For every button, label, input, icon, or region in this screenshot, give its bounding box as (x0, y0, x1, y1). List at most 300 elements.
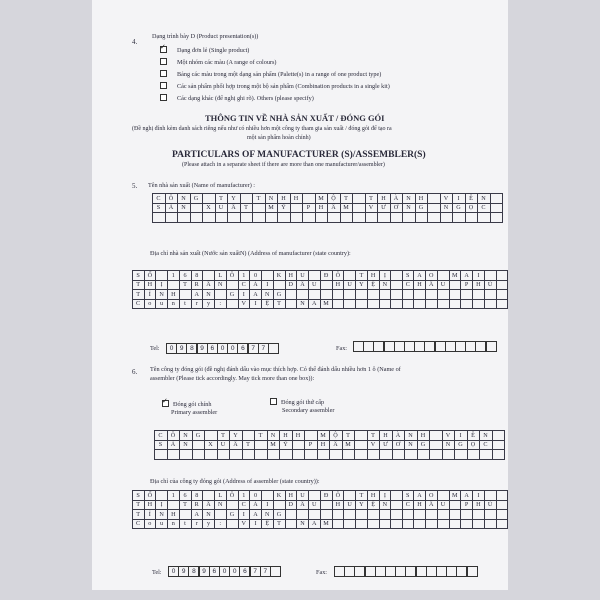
grid-cell[interactable]: M (317, 431, 330, 441)
grid-cell[interactable]: G (273, 290, 285, 300)
grid-cell[interactable] (167, 450, 180, 460)
grid-cell[interactable]: C (155, 431, 168, 441)
grid-cell[interactable]: I (250, 299, 262, 309)
grid-cell[interactable]: C (478, 203, 491, 213)
grid-cell[interactable] (215, 290, 227, 300)
grid-cell[interactable] (378, 213, 391, 223)
grid-cell[interactable] (414, 290, 426, 300)
grid-cell[interactable] (417, 450, 430, 460)
grid-cell[interactable] (465, 213, 478, 223)
grid-cell[interactable] (217, 450, 230, 460)
grid-cell[interactable]: C (153, 194, 166, 204)
grid-cell[interactable]: U (309, 500, 321, 510)
grid-cell[interactable]: R (191, 500, 203, 510)
grid-cell[interactable] (449, 500, 461, 510)
grid-cell[interactable]: I (238, 290, 250, 300)
grid-cell[interactable]: À (390, 194, 403, 204)
grid-cell[interactable] (340, 213, 353, 223)
grid-cell[interactable]: H (144, 280, 156, 290)
grid-cell[interactable]: Ô (167, 431, 180, 441)
digit-cell[interactable]: 8 (188, 566, 199, 577)
presentation-option[interactable] (160, 46, 249, 54)
digit-cell[interactable]: 0 (219, 566, 230, 577)
grid-cell[interactable]: Ô (332, 271, 344, 281)
grid-cell[interactable]: H (332, 280, 344, 290)
grid-cell[interactable]: N (262, 290, 274, 300)
grid-cell[interactable] (437, 290, 449, 300)
grid-cell[interactable]: A (250, 290, 262, 300)
grid-cell[interactable]: Ị (379, 491, 391, 501)
grid-cell[interactable]: Ê (465, 194, 478, 204)
grid-cell[interactable]: Y (356, 500, 368, 510)
grid-cell[interactable] (402, 510, 414, 520)
grid-cell[interactable] (356, 519, 368, 529)
grid-cell[interactable]: T (240, 203, 253, 213)
grid-cell[interactable] (403, 213, 416, 223)
grid-cell[interactable] (492, 450, 505, 460)
grid-cell[interactable] (309, 491, 321, 501)
grid-cell[interactable] (496, 491, 507, 501)
grid-cell[interactable] (449, 280, 461, 290)
assembler-tel-field[interactable] (168, 566, 280, 577)
grid-cell[interactable] (203, 271, 215, 281)
grid-cell[interactable]: o (144, 519, 156, 529)
grid-cell[interactable]: U (437, 500, 449, 510)
grid-cell[interactable]: K (273, 491, 285, 501)
grid-cell[interactable] (292, 450, 305, 460)
grid-cell[interactable]: t (179, 299, 191, 309)
grid-cell[interactable]: Ộ (330, 431, 343, 441)
grid-cell[interactable]: N (297, 299, 309, 309)
grid-cell[interactable]: P (461, 280, 473, 290)
grid-cell[interactable] (344, 299, 356, 309)
grid-cell[interactable]: Ố (144, 271, 156, 281)
grid-cell[interactable] (344, 290, 356, 300)
grid-cell[interactable] (478, 213, 491, 223)
grid-cell[interactable] (455, 450, 468, 460)
grid-cell[interactable]: N (405, 440, 418, 450)
grid-cell[interactable]: H (290, 194, 303, 204)
grid-cell[interactable] (320, 500, 332, 510)
grid-cell[interactable]: C (238, 280, 250, 290)
grid-cell[interactable] (473, 299, 485, 309)
grid-cell[interactable]: 6 (179, 271, 191, 281)
grid-cell[interactable]: C (402, 500, 414, 510)
grid-cell[interactable]: 1 (238, 271, 250, 281)
grid-cell[interactable]: n (168, 299, 180, 309)
grid-cell[interactable]: Ị (379, 271, 391, 281)
grid-cell[interactable] (356, 290, 368, 300)
grid-cell[interactable] (415, 213, 428, 223)
grid-cell[interactable]: H (473, 500, 485, 510)
grid-cell[interactable] (484, 299, 496, 309)
grid-cell[interactable] (178, 213, 191, 223)
grid-cell[interactable]: V (238, 519, 250, 529)
grid-cell[interactable] (226, 299, 238, 309)
grid-cell[interactable]: T (133, 280, 145, 290)
grid-cell[interactable]: t (179, 519, 191, 529)
grid-cell[interactable] (344, 519, 356, 529)
option-checkbox[interactable] (160, 46, 167, 53)
grid-cell[interactable] (365, 213, 378, 223)
grid-cell[interactable]: Ỉ (144, 290, 156, 300)
grid-cell[interactable]: 1 (168, 491, 180, 501)
grid-cell[interactable] (240, 194, 253, 204)
grid-cell[interactable]: Ơ (392, 440, 405, 450)
grid-cell[interactable] (356, 299, 368, 309)
grid-cell[interactable] (180, 450, 193, 460)
grid-cell[interactable]: N (156, 510, 168, 520)
grid-cell[interactable] (484, 491, 496, 501)
grid-cell[interactable]: U (297, 271, 309, 281)
grid-cell[interactable]: y (203, 299, 215, 309)
grid-cell[interactable]: 0 (250, 491, 262, 501)
grid-cell[interactable]: N (265, 194, 278, 204)
grid-cell[interactable] (496, 280, 507, 290)
grid-cell[interactable] (156, 491, 168, 501)
grid-cell[interactable]: Ộ (328, 194, 341, 204)
grid-cell[interactable] (240, 213, 253, 223)
grid-cell[interactable] (496, 500, 507, 510)
grid-cell[interactable]: Ú (484, 280, 496, 290)
grid-cell[interactable] (179, 290, 191, 300)
grid-cell[interactable]: A (414, 491, 426, 501)
option-checkbox[interactable] (160, 82, 167, 89)
grid-cell[interactable] (402, 290, 414, 300)
grid-cell[interactable]: H (415, 194, 428, 204)
grid-cell[interactable]: T (253, 194, 266, 204)
grid-cell[interactable]: Ị (156, 500, 168, 510)
digit-cell[interactable]: 6 (209, 566, 220, 577)
grid-cell[interactable] (253, 203, 266, 213)
grid-cell[interactable] (437, 299, 449, 309)
grid-cell[interactable] (449, 519, 461, 529)
grid-cell[interactable] (355, 431, 368, 441)
grid-cell[interactable] (265, 213, 278, 223)
grid-cell[interactable] (292, 440, 305, 450)
grid-cell[interactable]: V (365, 203, 378, 213)
option-checkbox[interactable] (160, 58, 167, 65)
grid-cell[interactable]: M (315, 194, 328, 204)
grid-cell[interactable]: N (178, 203, 191, 213)
grid-cell[interactable] (473, 519, 485, 529)
grid-cell[interactable] (226, 280, 238, 290)
grid-cell[interactable] (484, 271, 496, 281)
digit-cell[interactable]: 6 (237, 343, 248, 354)
digit-cell[interactable]: 9 (197, 343, 208, 354)
grid-cell[interactable] (391, 280, 402, 290)
grid-cell[interactable] (262, 271, 274, 281)
grid-cell[interactable]: Ấ (228, 203, 241, 213)
grid-cell[interactable] (155, 450, 168, 460)
grid-cell[interactable] (449, 290, 461, 300)
assembler-fax-field[interactable] (334, 566, 477, 577)
grid-cell[interactable]: I (262, 500, 274, 510)
grid-cell[interactable]: H (168, 290, 180, 300)
digit-cell[interactable]: 9 (176, 343, 187, 354)
grid-cell[interactable]: T (133, 290, 145, 300)
grid-cell[interactable] (303, 213, 316, 223)
grid-cell[interactable] (392, 450, 405, 460)
grid-cell[interactable]: Ả (167, 440, 180, 450)
grid-cell[interactable] (285, 519, 297, 529)
digit-cell[interactable]: 0 (217, 343, 228, 354)
grid-cell[interactable]: G (273, 510, 285, 520)
grid-cell[interactable] (285, 290, 297, 300)
grid-cell[interactable] (153, 213, 166, 223)
grid-cell[interactable] (480, 450, 493, 460)
digit-cell[interactable]: 9 (199, 566, 210, 577)
grid-cell[interactable]: Ấ (230, 440, 243, 450)
grid-cell[interactable] (305, 450, 318, 460)
grid-cell[interactable] (242, 431, 255, 441)
grid-cell[interactable] (461, 510, 473, 520)
grid-cell[interactable] (278, 213, 291, 223)
grid-cell[interactable] (461, 299, 473, 309)
grid-cell[interactable]: M (320, 299, 332, 309)
grid-cell[interactable]: 1 (238, 491, 250, 501)
grid-cell[interactable]: 0 (250, 271, 262, 281)
grid-cell[interactable]: A (414, 271, 426, 281)
grid-cell[interactable]: u (156, 299, 168, 309)
grid-cell[interactable]: H (414, 500, 426, 510)
grid-cell[interactable] (490, 203, 503, 213)
grid-cell[interactable]: Ọ (465, 203, 478, 213)
grid-cell[interactable] (267, 450, 280, 460)
grid-cell[interactable]: G (192, 431, 205, 441)
grid-cell[interactable] (391, 491, 402, 501)
digit-cell[interactable] (486, 341, 497, 352)
grid-cell[interactable]: X (203, 203, 216, 213)
digit-cell[interactable]: 7 (260, 566, 271, 577)
grid-cell[interactable] (402, 299, 414, 309)
grid-cell[interactable]: Ỹ (280, 440, 293, 450)
grid-cell[interactable]: V (442, 431, 455, 441)
grid-cell[interactable] (496, 299, 507, 309)
grid-cell[interactable]: H (332, 500, 344, 510)
option-checkbox[interactable] (160, 70, 167, 77)
grid-cell[interactable]: 6 (179, 491, 191, 501)
grid-cell[interactable] (190, 213, 203, 223)
grid-cell[interactable] (428, 194, 441, 204)
grid-cell[interactable]: N (405, 431, 418, 441)
grid-cell[interactable]: M (267, 440, 280, 450)
grid-cell[interactable]: N (178, 194, 191, 204)
grid-cell[interactable]: V (440, 194, 453, 204)
grid-cell[interactable] (492, 431, 505, 441)
grid-cell[interactable] (492, 440, 505, 450)
grid-cell[interactable]: N (403, 203, 416, 213)
grid-cell[interactable]: N (379, 280, 391, 290)
grid-cell[interactable]: M (265, 203, 278, 213)
grid-cell[interactable] (496, 510, 507, 520)
grid-cell[interactable] (390, 213, 403, 223)
grid-cell[interactable]: I (453, 194, 466, 204)
grid-cell[interactable] (332, 290, 344, 300)
grid-cell[interactable] (205, 431, 218, 441)
grid-cell[interactable] (426, 290, 438, 300)
grid-cell[interactable] (405, 450, 418, 460)
grid-cell[interactable]: Ẩ (330, 440, 343, 450)
grid-cell[interactable] (428, 203, 441, 213)
grid-cell[interactable]: Ô (226, 491, 238, 501)
grid-cell[interactable]: S (153, 203, 166, 213)
grid-cell[interactable] (303, 194, 316, 204)
grid-cell[interactable] (484, 519, 496, 529)
grid-cell[interactable]: U (344, 280, 356, 290)
grid-cell[interactable] (430, 440, 443, 450)
grid-cell[interactable] (367, 450, 380, 460)
grid-cell[interactable] (440, 213, 453, 223)
grid-cell[interactable] (391, 510, 402, 520)
grid-cell[interactable]: N (203, 290, 215, 300)
grid-cell[interactable] (426, 299, 438, 309)
grid-cell[interactable]: Ầ (297, 280, 309, 290)
grid-cell[interactable]: N (442, 440, 455, 450)
grid-cell[interactable]: Ô (165, 194, 178, 204)
grid-cell[interactable] (255, 450, 268, 460)
manufacturer-name-grid[interactable] (152, 193, 503, 223)
grid-cell[interactable]: A (191, 510, 203, 520)
grid-cell[interactable] (230, 450, 243, 460)
grid-cell[interactable]: A (461, 491, 473, 501)
grid-cell[interactable]: y (203, 519, 215, 529)
grid-cell[interactable]: T (255, 431, 268, 441)
grid-cell[interactable]: T (217, 431, 230, 441)
grid-cell[interactable] (496, 519, 507, 529)
grid-cell[interactable]: Đ (320, 271, 332, 281)
grid-cell[interactable] (290, 203, 303, 213)
grid-cell[interactable] (414, 299, 426, 309)
grid-cell[interactable] (192, 450, 205, 460)
grid-cell[interactable] (344, 510, 356, 520)
grid-cell[interactable] (317, 450, 330, 460)
grid-cell[interactable]: N (203, 510, 215, 520)
grid-cell[interactable]: N (215, 280, 227, 290)
grid-cell[interactable] (290, 213, 303, 223)
grid-cell[interactable] (379, 519, 391, 529)
grid-cell[interactable] (461, 519, 473, 529)
grid-cell[interactable] (367, 510, 379, 520)
option-checkbox[interactable] (160, 94, 167, 101)
grid-cell[interactable]: Ỉ (144, 510, 156, 520)
grid-cell[interactable] (414, 510, 426, 520)
grid-cell[interactable]: Ệ (262, 299, 274, 309)
grid-cell[interactable]: I (262, 280, 274, 290)
grid-cell[interactable]: H (417, 431, 430, 441)
digit-cell[interactable]: 6 (239, 566, 250, 577)
grid-cell[interactable] (467, 450, 480, 460)
grid-cell[interactable]: L (215, 491, 227, 501)
grid-cell[interactable] (414, 519, 426, 529)
grid-cell[interactable]: Ê (467, 431, 480, 441)
grid-cell[interactable]: G (226, 510, 238, 520)
grid-cell[interactable]: T (273, 519, 285, 529)
grid-cell[interactable]: N (379, 500, 391, 510)
grid-cell[interactable]: H (367, 491, 379, 501)
grid-cell[interactable] (461, 290, 473, 300)
grid-cell[interactable]: G (455, 440, 468, 450)
grid-cell[interactable]: Ệ (262, 519, 274, 529)
grid-cell[interactable] (426, 510, 438, 520)
primary-assembler-option[interactable] (162, 400, 212, 408)
grid-cell[interactable]: G (415, 203, 428, 213)
grid-cell[interactable]: n (168, 519, 180, 529)
grid-cell[interactable] (367, 290, 379, 300)
grid-cell[interactable]: U (437, 280, 449, 290)
grid-cell[interactable]: H (285, 491, 297, 501)
grid-cell[interactable]: Ư (380, 440, 393, 450)
grid-cell[interactable]: M (340, 203, 353, 213)
grid-cell[interactable]: T (215, 194, 228, 204)
grid-cell[interactable] (437, 271, 449, 281)
grid-cell[interactable]: P (461, 500, 473, 510)
grid-cell[interactable] (273, 280, 285, 290)
grid-cell[interactable]: H (367, 271, 379, 281)
grid-cell[interactable]: N (403, 194, 416, 204)
grid-cell[interactable]: C (402, 280, 414, 290)
grid-cell[interactable]: Ệ (367, 280, 379, 290)
grid-cell[interactable]: T (340, 194, 353, 204)
presentation-option[interactable] (160, 94, 314, 102)
grid-cell[interactable] (391, 299, 402, 309)
grid-cell[interactable]: Ị (156, 280, 168, 290)
grid-cell[interactable]: N (180, 440, 193, 450)
grid-cell[interactable]: H (414, 280, 426, 290)
digit-cell[interactable]: 8 (186, 343, 197, 354)
grid-cell[interactable]: N (156, 290, 168, 300)
grid-cell[interactable]: M (449, 271, 461, 281)
secondary-assembler-checkbox[interactable] (270, 398, 277, 405)
grid-cell[interactable]: Ơ (390, 203, 403, 213)
grid-cell[interactable]: r (191, 519, 203, 529)
grid-cell[interactable] (344, 271, 356, 281)
grid-cell[interactable]: À (392, 431, 405, 441)
grid-cell[interactable]: I (250, 519, 262, 529)
grid-cell[interactable]: P (303, 203, 316, 213)
grid-cell[interactable]: 1 (168, 271, 180, 281)
grid-cell[interactable] (262, 491, 274, 501)
grid-cell[interactable] (285, 510, 297, 520)
grid-cell[interactable]: V (367, 440, 380, 450)
grid-cell[interactable] (156, 271, 168, 281)
grid-cell[interactable] (165, 213, 178, 223)
digit-cell[interactable]: 7 (258, 343, 269, 354)
grid-cell[interactable]: N (478, 194, 491, 204)
grid-cell[interactable] (168, 280, 180, 290)
grid-cell[interactable]: T (365, 194, 378, 204)
grid-cell[interactable] (215, 510, 227, 520)
grid-cell[interactable] (484, 510, 496, 520)
grid-cell[interactable]: H (280, 431, 293, 441)
grid-cell[interactable] (379, 299, 391, 309)
grid-cell[interactable]: Â (426, 280, 438, 290)
grid-cell[interactable]: Ấ (203, 500, 215, 510)
grid-cell[interactable]: Ỹ (278, 203, 291, 213)
digit-cell[interactable]: 9 (178, 566, 189, 577)
grid-cell[interactable] (297, 290, 309, 300)
grid-cell[interactable] (430, 450, 443, 460)
grid-cell[interactable]: T (342, 431, 355, 441)
grid-cell[interactable]: Ẩ (328, 203, 341, 213)
grid-cell[interactable] (168, 500, 180, 510)
grid-cell[interactable] (402, 519, 414, 529)
grid-cell[interactable]: M (449, 491, 461, 501)
grid-cell[interactable] (428, 213, 441, 223)
grid-cell[interactable]: H (168, 510, 180, 520)
grid-cell[interactable]: N (480, 431, 493, 441)
grid-cell[interactable]: U (217, 440, 230, 450)
